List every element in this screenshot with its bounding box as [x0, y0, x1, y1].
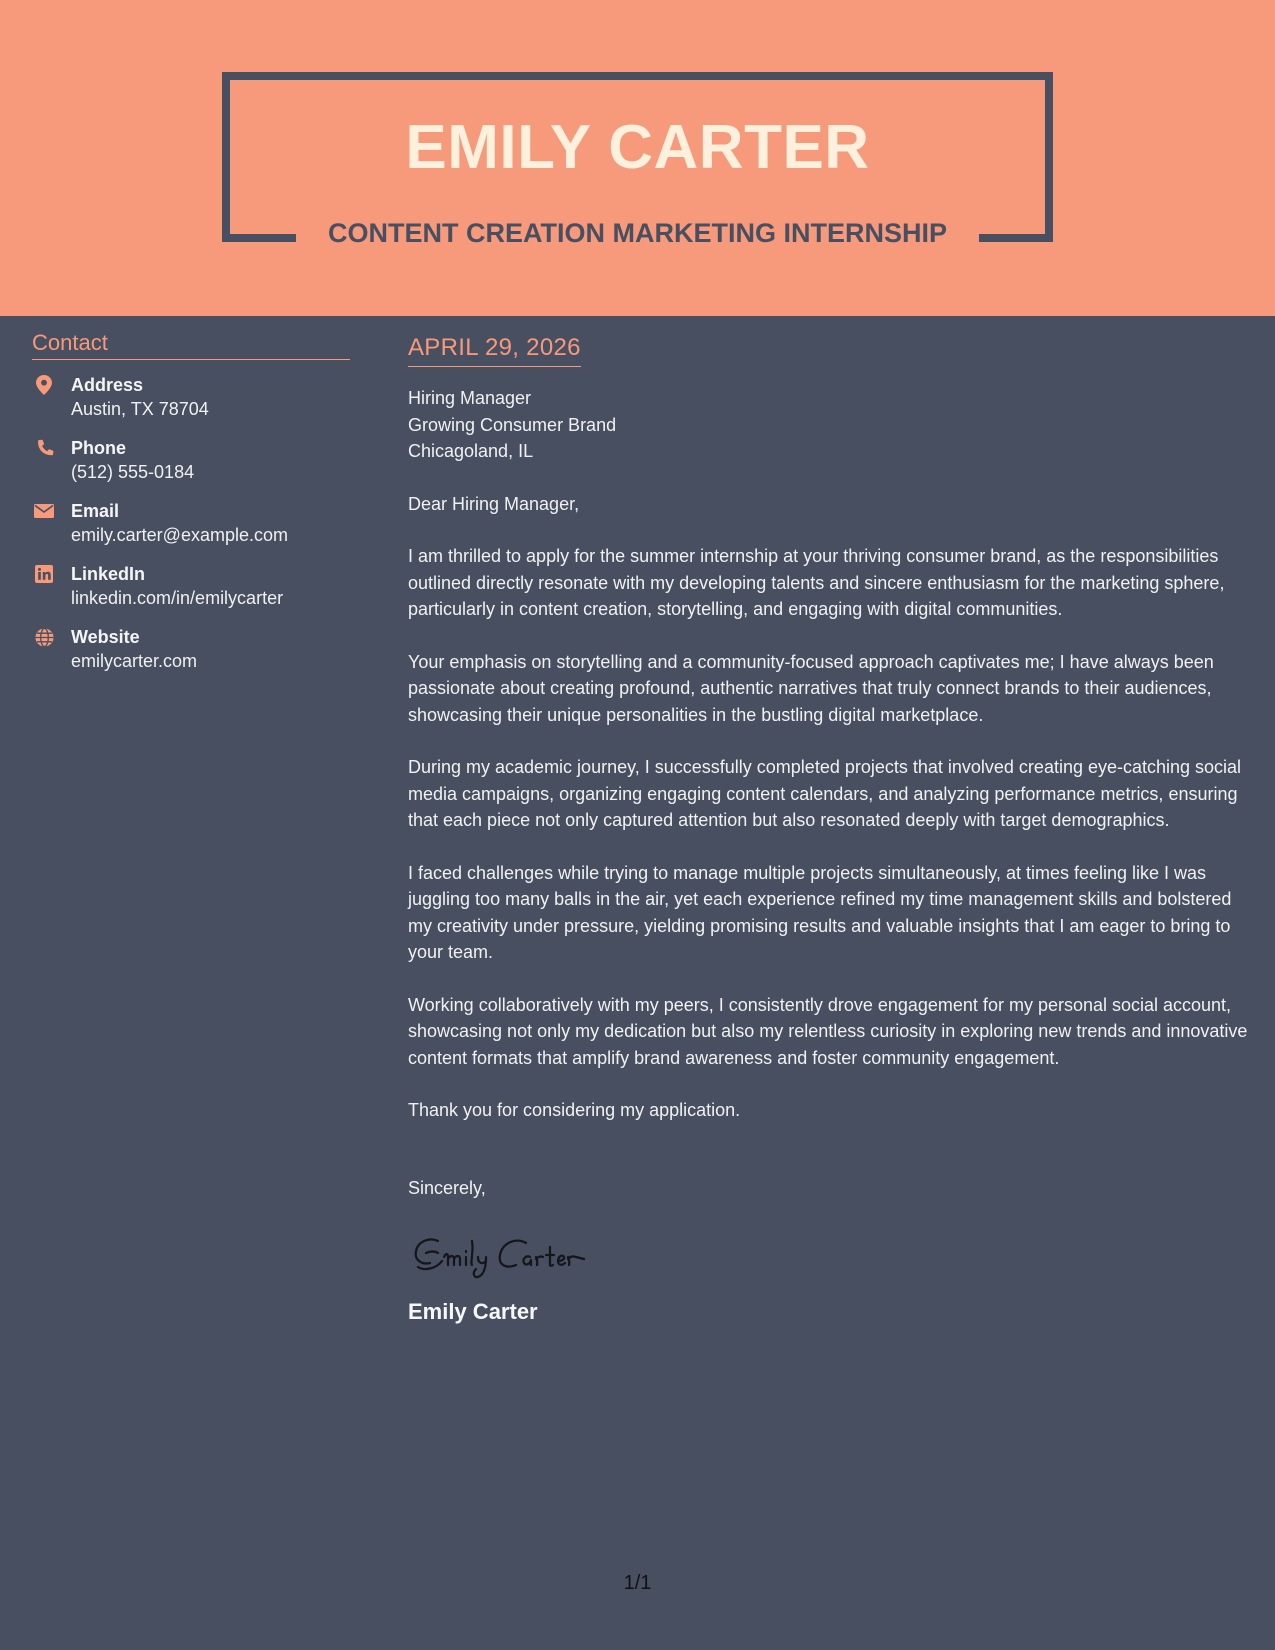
linkedin-icon	[34, 564, 54, 584]
letter-paragraph: Working collaboratively with my peers, I consistently drove engagement for my personal social account, showcasing not only my dedication but also my relentless curiosity in exploring new trends and innovative content formats that amplify brand awareness and foster community engagement.	[408, 994, 1248, 1068]
letter-paragraph: Your emphasis on storytelling and a community-focused approach captivates me; I have always been passionate about creating profound, authentic narratives that truly connect brands to their audiences, showcasing their unique personalities in the bustling digital marketplace.	[408, 651, 1214, 725]
contact-value: linkedin.com/in/emilycarter	[71, 588, 284, 608]
contact-label: Address	[71, 375, 144, 395]
contact-phone	[32, 436, 352, 486]
closing: Sincerely,	[408, 1177, 486, 1198]
job-title	[222, 218, 1053, 249]
contact-sidebar	[32, 330, 352, 675]
envelope-icon	[34, 501, 54, 521]
applicant-name: EMILY CARTER	[405, 113, 870, 182]
letter-date: APRIL 29, 2026	[408, 334, 581, 367]
map-pin-icon	[34, 375, 54, 395]
salutation: Dear Hiring Manager,	[408, 493, 580, 514]
handwritten-signature	[408, 1227, 1253, 1287]
contact-value: emily.carter@example.com	[71, 525, 288, 545]
contact-value: emilycarter.com	[71, 651, 198, 671]
contact-label: Phone	[71, 438, 127, 458]
contact-label: Email	[71, 501, 120, 521]
recipient-block	[408, 385, 1253, 465]
job-title-text: CONTENT CREATION MARKETING INTERNSHIP	[308, 218, 967, 248]
signer-name: Emily Carter	[408, 1298, 538, 1324]
recipient-line: Growing Consumer Brand	[408, 414, 617, 435]
page-number: 1/1	[623, 1572, 652, 1594]
contact-label: Website	[71, 627, 140, 647]
contact-address	[32, 373, 352, 423]
recipient-line: Hiring Manager	[408, 388, 532, 408]
letter-paragraph: Thank you for considering my application.	[408, 1100, 741, 1120]
letter-paragraph: I am thrilled to apply for the summer internship at your thriving consumer brand, as the responsibilities outlined directly resonate with my developing talents and sincere enthusiasm for the marketing sphere, particularly in content creation, storytelling, and engaging with digital communities.	[408, 546, 1225, 619]
letter-paragraph: During my academic journey, I successfully completed projects that involved creating eye-catching social media campaigns, organizing engaging content calendars, and analyzing performance metrics, ensuring that each piece not only captured attention but also resonated deeply with target demographics.	[408, 757, 1242, 830]
contact-linkedin	[32, 562, 352, 612]
letter-paragraph: I faced challenges while trying to manage multiple projects simultaneously, at times feeling like I was juggling too many balls in the air, yet each experience refined my time management skills and bolstered my creativity under pressure, yielding promising results and valuable insights that I am eager to bring to your team.	[408, 862, 1232, 962]
recipient-line: Chicagoland, IL	[408, 441, 534, 461]
contact-website	[32, 625, 352, 675]
header-banner	[0, 0, 1275, 316]
contact-email	[32, 499, 352, 549]
contact-heading: Contact	[32, 330, 350, 360]
contact-value: (512) 555-0184	[71, 462, 195, 482]
phone-icon	[34, 438, 54, 458]
contact-value: Austin, TX 78704	[71, 399, 209, 419]
globe-icon	[34, 627, 54, 647]
contact-label: LinkedIn	[71, 564, 146, 584]
letter-body	[408, 334, 1253, 1325]
